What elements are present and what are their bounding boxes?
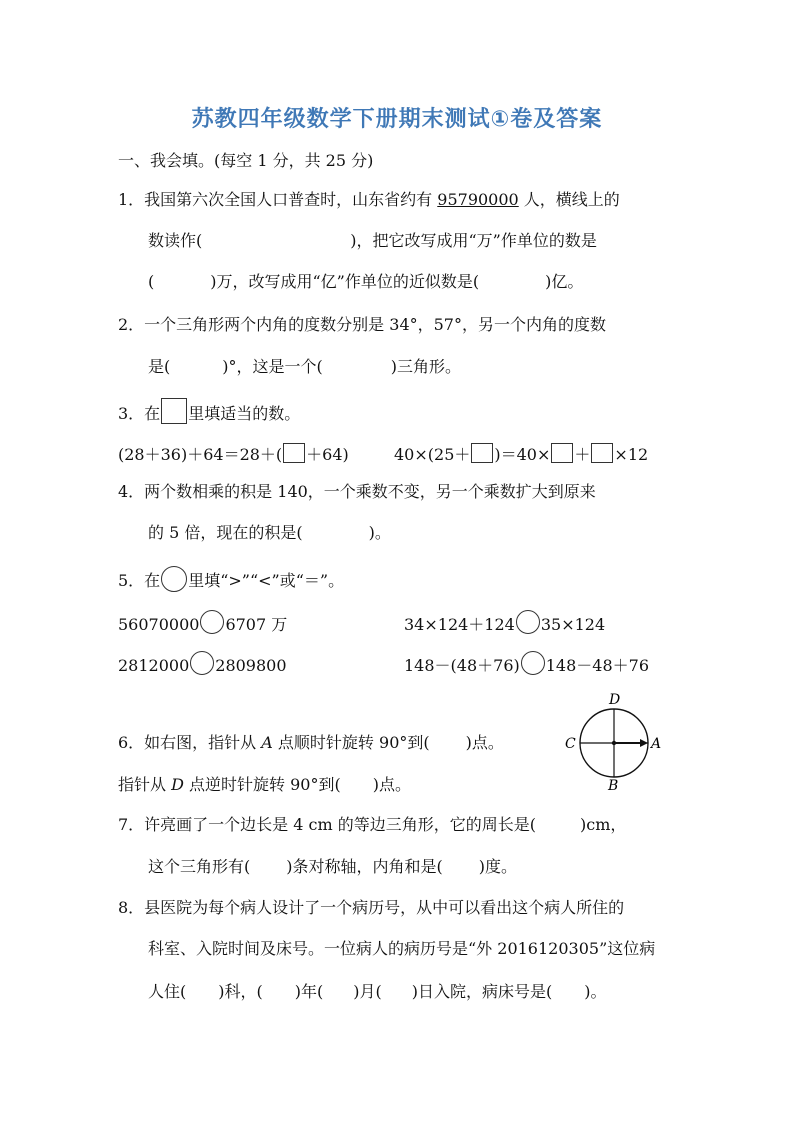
question-3-line-1: 3．在 里填适当的数。 xyxy=(118,398,300,425)
question-4-line-1: 4．两个数相乘的积是 140，一个乘数不变，另一个乘数扩大到原来 xyxy=(118,482,596,501)
point-label-top: D xyxy=(609,692,621,708)
answer-box[interactable] xyxy=(283,443,305,463)
question-1-line-2: 数读作( )，把它改写成用“万”作单位的数是 xyxy=(148,231,597,250)
question-5-compare-4: 148－(48＋76) 148－48＋76 xyxy=(404,651,649,677)
question-5-line-1: 5．在 里填“>”“<”或“＝”。 xyxy=(118,566,344,592)
answer-box[interactable] xyxy=(591,443,613,463)
question-7-line-1: 7．许亮画了一个边长是 4 cm 的等边三角形，它的周长是( )cm， xyxy=(118,815,627,834)
question-3-expression-1: (28＋36)＋64＝28＋( ＋64) xyxy=(118,445,349,464)
population-number: 95790000 xyxy=(437,190,519,209)
answer-circle-sample xyxy=(161,566,187,592)
question-6-line-2: 指针从 D 点逆时针旋转 90°到( )点。 xyxy=(118,775,411,794)
question-2-line-2: 是( )°，这是一个( )三角形。 xyxy=(148,357,461,376)
answer-box[interactable] xyxy=(471,443,493,463)
question-1-line-3: ( )万，改写成用“亿”作单位的近似数是( )亿。 xyxy=(148,272,584,291)
point-label-left: C xyxy=(565,736,576,752)
question-8-line-3: 人住( )科，( )年( )月( )日入院，病床号是( )。 xyxy=(148,982,607,1001)
answer-circle[interactable] xyxy=(200,610,224,634)
section-heading: 一、我会填。(每空 1 分，共 25 分) xyxy=(118,151,374,170)
question-7-line-2: 这个三角形有( )条对称轴，内角和是( )度。 xyxy=(148,857,517,876)
question-1-line-1: 1．我国第六次全国人口普查时，山东省约有 95790000 人，横线上的 xyxy=(118,190,620,209)
question-8-line-2: 科室、入院时间及床号。一位病人的病历号是“外 2016120305”这位病 xyxy=(148,939,656,958)
answer-circle[interactable] xyxy=(521,651,545,675)
question-2-line-1: 2．一个三角形两个内角的度数分别是 34°，57°，另一个内角的度数 xyxy=(118,315,606,334)
page-title: 苏教四年级数学下册期末测试①卷及答案 xyxy=(191,107,603,132)
rotation-circle-diagram xyxy=(560,690,670,795)
answer-box-sample xyxy=(161,398,187,424)
question-5-compare-1: 56070000 6707 万 xyxy=(118,610,287,636)
point-label-right: A xyxy=(651,736,662,752)
question-3-expression-2: 40×(25＋ )＝40× ＋ ×12 xyxy=(394,445,649,464)
question-5-compare-3: 2812000 2809800 xyxy=(118,651,287,677)
question-4-line-2: 的 5 倍，现在的积是( )。 xyxy=(148,523,391,542)
center-dot xyxy=(612,741,616,745)
point-label-bottom: B xyxy=(608,778,619,794)
answer-box[interactable] xyxy=(551,443,573,463)
answer-circle[interactable] xyxy=(516,610,540,634)
pointer-arrow-head xyxy=(640,739,648,747)
question-6-line-1: 6．如右图，指针从 A 点顺时针旋转 90°到( )点。 xyxy=(118,733,504,752)
question-8-line-1: 8．县医院为每个病人设计了一个病历号，从中可以看出这个病人所住的 xyxy=(118,898,625,917)
answer-circle[interactable] xyxy=(190,651,214,675)
question-5-compare-2: 34×124＋124 35×124 xyxy=(404,610,605,636)
